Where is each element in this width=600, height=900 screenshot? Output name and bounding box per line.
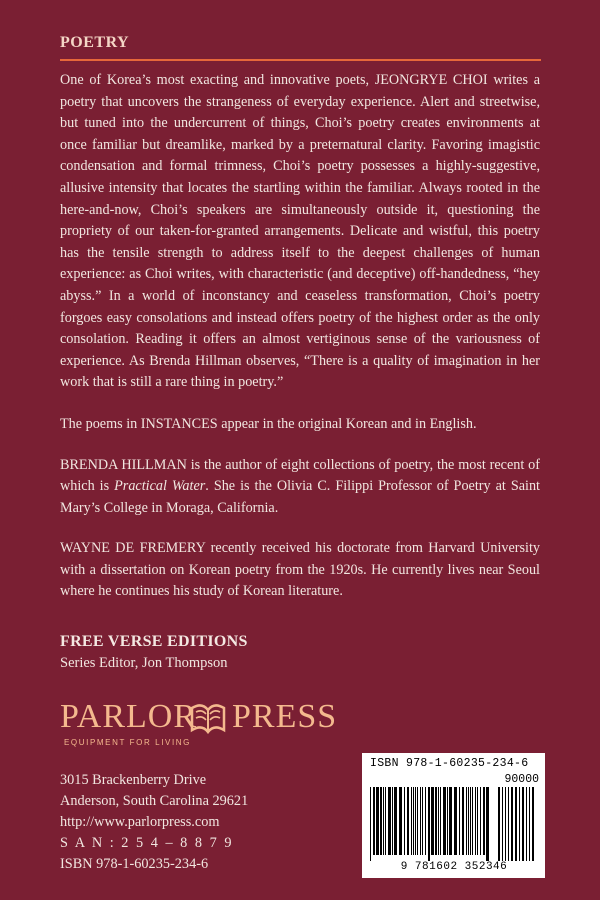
barcode-addon-bar	[505, 787, 506, 861]
barcode-addon-bar	[522, 787, 524, 861]
barcode-bar	[480, 787, 481, 855]
logo-tagline: EQUIPMENT FOR LIVING	[64, 738, 191, 747]
header-rule	[60, 59, 541, 61]
barcode-bar	[373, 787, 375, 855]
barcode-bar	[440, 787, 441, 855]
barcode-bar	[392, 787, 393, 855]
barcode-bar	[376, 787, 379, 855]
barcode-bar	[370, 787, 371, 861]
barcode-addon-bar	[519, 787, 520, 861]
series-block	[60, 633, 248, 672]
barcode-bar	[422, 787, 423, 855]
publisher-isbn: ISBN 978-1-60235-234-6	[60, 856, 209, 872]
barcode-bar	[486, 787, 489, 861]
barcode-addon-bar	[508, 787, 509, 861]
barcode-addon-bar	[529, 787, 530, 861]
address-street: 3015 Brackenberry Drive	[60, 772, 207, 788]
publisher-address	[60, 770, 248, 875]
publisher-logo	[60, 694, 338, 754]
category-label: POETRY	[60, 34, 130, 51]
description-block	[60, 70, 540, 622]
barcode-addon-bar	[532, 787, 534, 861]
series-name: FREE VERSE EDITIONS	[60, 633, 248, 650]
barcode-bar	[438, 787, 439, 855]
barcode-bar	[447, 787, 448, 855]
logo-word-parlor: PARLOR	[60, 698, 198, 735]
barcode-bar	[399, 787, 402, 855]
barcode-bar	[443, 787, 446, 855]
translator-bio-defremery: WAYNE DE FREMERY recently received his doctorate from Harvard University with a dissertation on Korean poetry from the 1920s. He currently lives near Seoul where he continues his study of Korean literature.	[60, 540, 540, 600]
barcode-bar	[435, 787, 437, 855]
barcode-bar	[420, 787, 421, 855]
barcode-addon-bar	[526, 787, 527, 861]
book-description: One of Korea’s most exacting and innovative poets, JEONGRYE CHOI writes a poetry that uncovers the strangeness of everyday experience. Alert and streetwise, but tuned into the undercurrent of things, Choi’s poetry creates environments at once familiar but dreamlike, marked by a preternatural clarity. Favoring imagistic condensation and formal trimness, Choi’s poetry possesses a highly-suggestive, allusive intensity that locates the startling within the familiar. Always rooted in the here-and-now, Choi’s speakers are simultaneously outside it, questioning the propriety of our taken-for-granted arrangements. Delicate and wistful, this poetry has the tensile strength to address itself to the deepest challenges of human experience: as Choi writes, with characteristic (and deceptive) off-handedness, “hey abyss.” In a world of inconstancy and ceaseless transformation, Choi’s poetry forgoes easy consolations and instead offers poetry of the highest order as the only consolation. Reading it offers an almost vertiginous sense of the variousness of experience. As Brenda Hillman observes, “There is a quality of imagination in her work that is still a rare thing in poetry.”	[60, 72, 540, 391]
barcode-bar	[411, 787, 412, 855]
barcode-ean-number: 9 781602 352346	[400, 861, 508, 873]
bio-hillman-pre: BRENDA HILLMAN is the author of eight collections of poetry, the most recent of which is	[60, 456, 540, 495]
barcode-bar	[417, 787, 418, 855]
publisher-url: http://www.parlorpress.com	[60, 814, 220, 830]
barcode-isbn-label: ISBN 978-1-60235-234-6	[370, 757, 529, 770]
barcode-bar	[449, 787, 452, 855]
barcode-bar	[462, 787, 464, 855]
barcode-bar	[475, 787, 476, 855]
barcode-bar	[415, 787, 416, 855]
barcode-bar	[413, 787, 414, 855]
series-editor: Series Editor, Jon Thompson	[60, 655, 228, 671]
barcode-addon-bar	[515, 787, 517, 861]
barcode-bar	[425, 787, 426, 855]
bio-hillman-post: . She is the Olivia C. Filippi Professor of Poetry at Saint Mary’s College in Moraga, California.	[60, 478, 540, 516]
barcode-bar	[468, 787, 469, 855]
barcode	[362, 753, 545, 878]
barcode-addon-bar	[498, 787, 500, 861]
barcode-bar	[483, 787, 485, 855]
barcode-bar	[459, 787, 460, 855]
barcode-bars	[370, 787, 538, 861]
parlor-press-book-icon	[188, 700, 228, 736]
address-city: Anderson, South Carolina 29621	[60, 793, 249, 809]
logo-word-press: PRESS	[232, 698, 338, 735]
barcode-bar	[404, 787, 405, 855]
barcode-addon-bar	[502, 787, 503, 861]
barcode-bar	[472, 787, 473, 855]
barcode-bar	[466, 787, 467, 855]
barcode-bar	[380, 787, 382, 855]
barcode-addon-bar	[511, 787, 513, 861]
barcode-price-code: 90000	[504, 773, 539, 786]
barcode-bar	[431, 787, 434, 855]
publisher-san: S A N : 2 5 4 – 8 8 7 9	[60, 835, 234, 851]
barcode-bar	[383, 787, 384, 855]
barcode-bar	[470, 787, 471, 855]
barcode-bar	[428, 787, 430, 861]
barcode-bar	[407, 787, 409, 855]
barcode-bar	[454, 787, 457, 855]
barcode-bar	[394, 787, 397, 855]
translator-bio-hillman	[60, 455, 540, 520]
book-title-practical-water: Practical Water	[114, 478, 206, 495]
barcode-bar	[477, 787, 478, 855]
bilingual-note: The poems in INSTANCES appear in the original Korean and in English.	[60, 415, 477, 432]
barcode-bar	[388, 787, 391, 855]
barcode-bar	[385, 787, 386, 855]
